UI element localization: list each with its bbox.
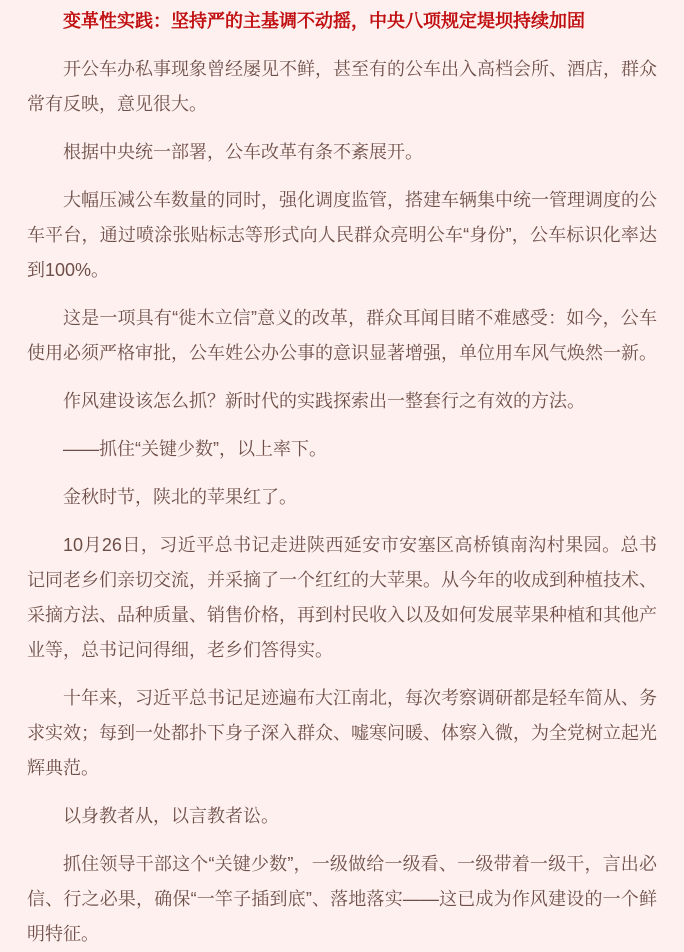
paragraph: 金秋时节，陕北的苹果红了。 bbox=[63, 487, 297, 507]
article-title: 变革性实践：坚持严的主基调不动摇，中央八项规定堤坝持续加固 bbox=[63, 11, 585, 31]
paragraph: 开公车办私事现象曾经屡见不鲜，甚至有的公车出入高档会所、酒店，群众常有反映，意见很大。 bbox=[27, 59, 657, 114]
paragraph: 作风建设该怎么抓？新时代的实践探索出一整套行之有效的方法。 bbox=[63, 391, 585, 411]
paragraph: 10月26日，习近平总书记走进陕西延安市安塞区高桥镇南沟村果园。总书记同老乡们亲切交流，并采摘了一个红红的大苹果。从今年的收成到种植技术、采摘方法、品种质量、销售价格，再到村民收入以及如何发展苹果种植和其他产业等，总书记问得细，老乡们答得实。 bbox=[27, 535, 657, 660]
paragraph: 以身教者从，以言教者讼。 bbox=[63, 806, 279, 826]
paragraph: 这是一项具有“徙木立信”意义的改革，群众耳闻目睹不难感受：如今，公车使用必须严格审批，公车姓公办公事的意识显著增强，单位用车风气焕然一新。 bbox=[27, 308, 657, 363]
paragraph: 根据中央统一部署，公车改革有条不紊展开。 bbox=[63, 142, 423, 162]
paragraph: 大幅压减公车数量的同时，强化调度监管，搭建车辆集中统一管理调度的公车平台，通过喷涂张贴标志等形式向人民群众亮明公车“身份”，公车标识化率达到100%。 bbox=[27, 190, 657, 280]
paragraph: ——抓住“关键少数”，以上率下。 bbox=[63, 439, 327, 459]
paragraph: 十年来，习近平总书记足迹遍布大江南北，每次考察调研都是轻车简从、务求实效；每到一处都扑下身子深入群众、嘘寒问暖、体察入微，为全党树立起光辉典范。 bbox=[27, 688, 657, 778]
paragraph: 抓住领导干部这个“关键少数”，一级做给一级看、一级带着一级干，言出必信、行之必果，确保“一竿子插到底”、落地落实——这已成为作风建设的一个鲜明特征。 bbox=[27, 854, 657, 944]
